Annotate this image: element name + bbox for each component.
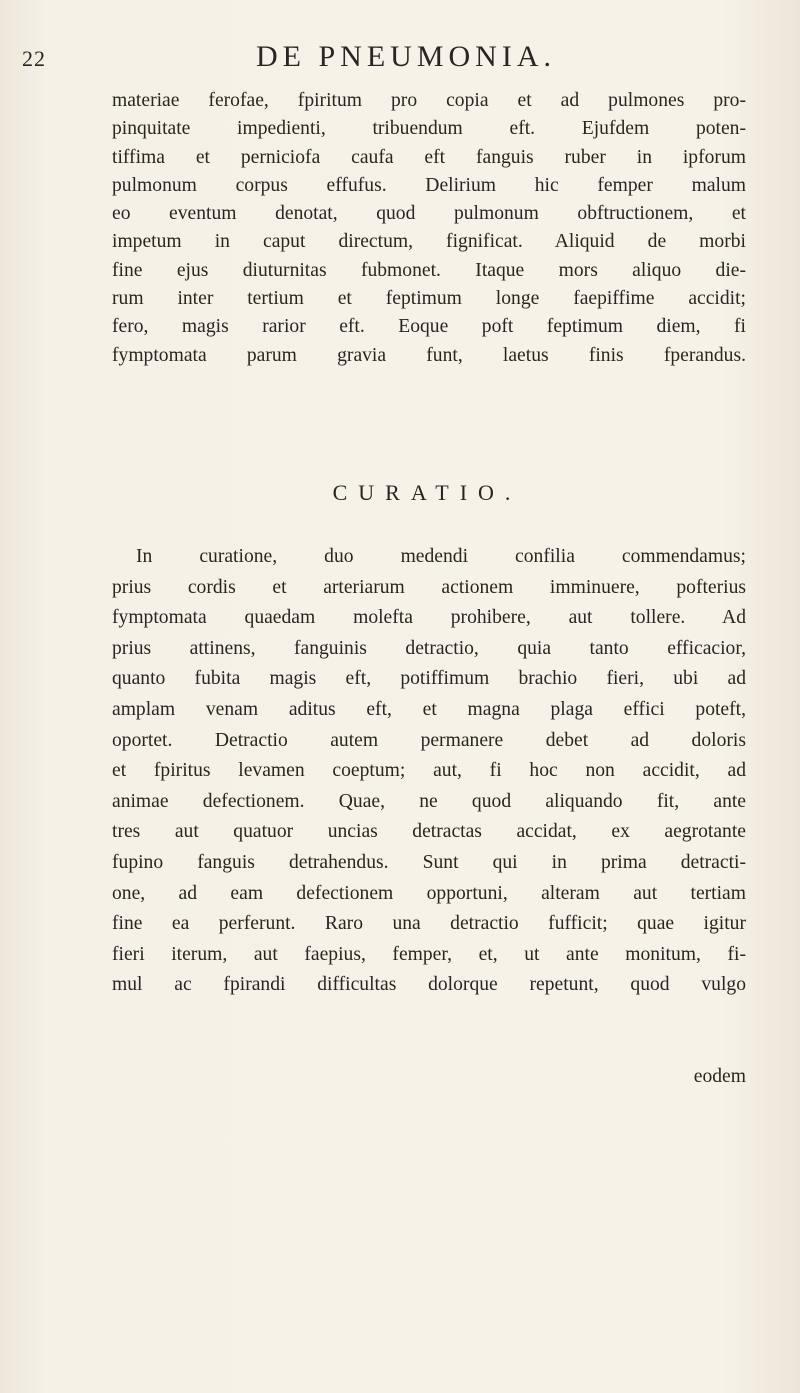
text-line: prius cordis et arteriarum actionem imminuere, pofterius [112, 576, 746, 598]
text-line: pulmonum corpus effufus. Delirium hic femper malum [112, 174, 746, 196]
text-line: In curatione, duo medendi confilia commendamus; [136, 546, 746, 567]
text-line: eo eventum denotat, quod pulmonum obftructionem, et [112, 203, 746, 225]
section-heading: CURATIO. [332, 480, 522, 505]
text-line: materiae ferofae, fpiritum pro copia et ad pulmones pro- [112, 90, 746, 111]
text-line: tres aut quatuor uncias detractas accidat, ex aegrotante [112, 821, 746, 843]
text-line: fine ea perferunt. Raro una detractio fufficit; quae igitur [112, 913, 746, 935]
paragraph-2 [112, 542, 746, 1001]
text-line: fymptomata quaedam molefta prohibere, aut tollere. Ad [112, 607, 746, 629]
text-line: impetum in caput directum, fignificat. Aliquid de morbi [112, 231, 746, 253]
text-line: fupino fanguis detrahendus. Sunt qui in prima detracti- [112, 851, 746, 873]
running-head [22, 38, 682, 78]
text-line: animae defectionem. Quae, ne quod aliquando fit, ante [112, 790, 746, 812]
text-line: rum inter tertium et feptimum longe faepiffime accidit; [112, 288, 746, 310]
text-line: oportet. Detractio autem permanere debet ad doloris [112, 729, 746, 751]
text-line: et fpiritus levamen coeptum; aut, fi hoc non accidit, ad [112, 760, 746, 782]
text-line: fine ejus diuturnitas fubmonet. Itaque mors aliquo die- [112, 259, 746, 281]
paragraph-1 [112, 87, 746, 370]
text-line: fero, magis rarior eft. Eoque poft feptimum diem, fi [112, 316, 746, 338]
text-line: mul ac fpirandi difficultas dolorque repetunt, quod vulgo [112, 974, 746, 996]
text-line: tiffima et perniciofa caufa eft fanguis ruber in ipforum [112, 146, 746, 168]
text-line: prius attinens, fanguinis detractio, quia tanto efficacior, [112, 637, 746, 659]
text-line: fieri iterum, aut faepius, femper, et, ut ante monitum, fi- [112, 943, 746, 965]
text-line: pinquitate impedienti, tribuendum eft. Ejufdem poten- [112, 118, 746, 140]
header-title: DE PNEUMONIA. [256, 40, 556, 73]
text-line: fymptomata parum gravia funt, laetus finis fperandus. [112, 344, 746, 366]
catchword: eodem [693, 1066, 746, 1087]
text-line: amplam venam aditus eft, et magna plaga effici poteft, [112, 698, 746, 720]
text-line: quanto fubita magis eft, potiffimum brachio fieri, ubi ad [112, 668, 746, 690]
text-line: one, ad eam defectionem opportuni, alteram aut tertiam [112, 882, 746, 904]
page-number: 22 [22, 46, 46, 71]
